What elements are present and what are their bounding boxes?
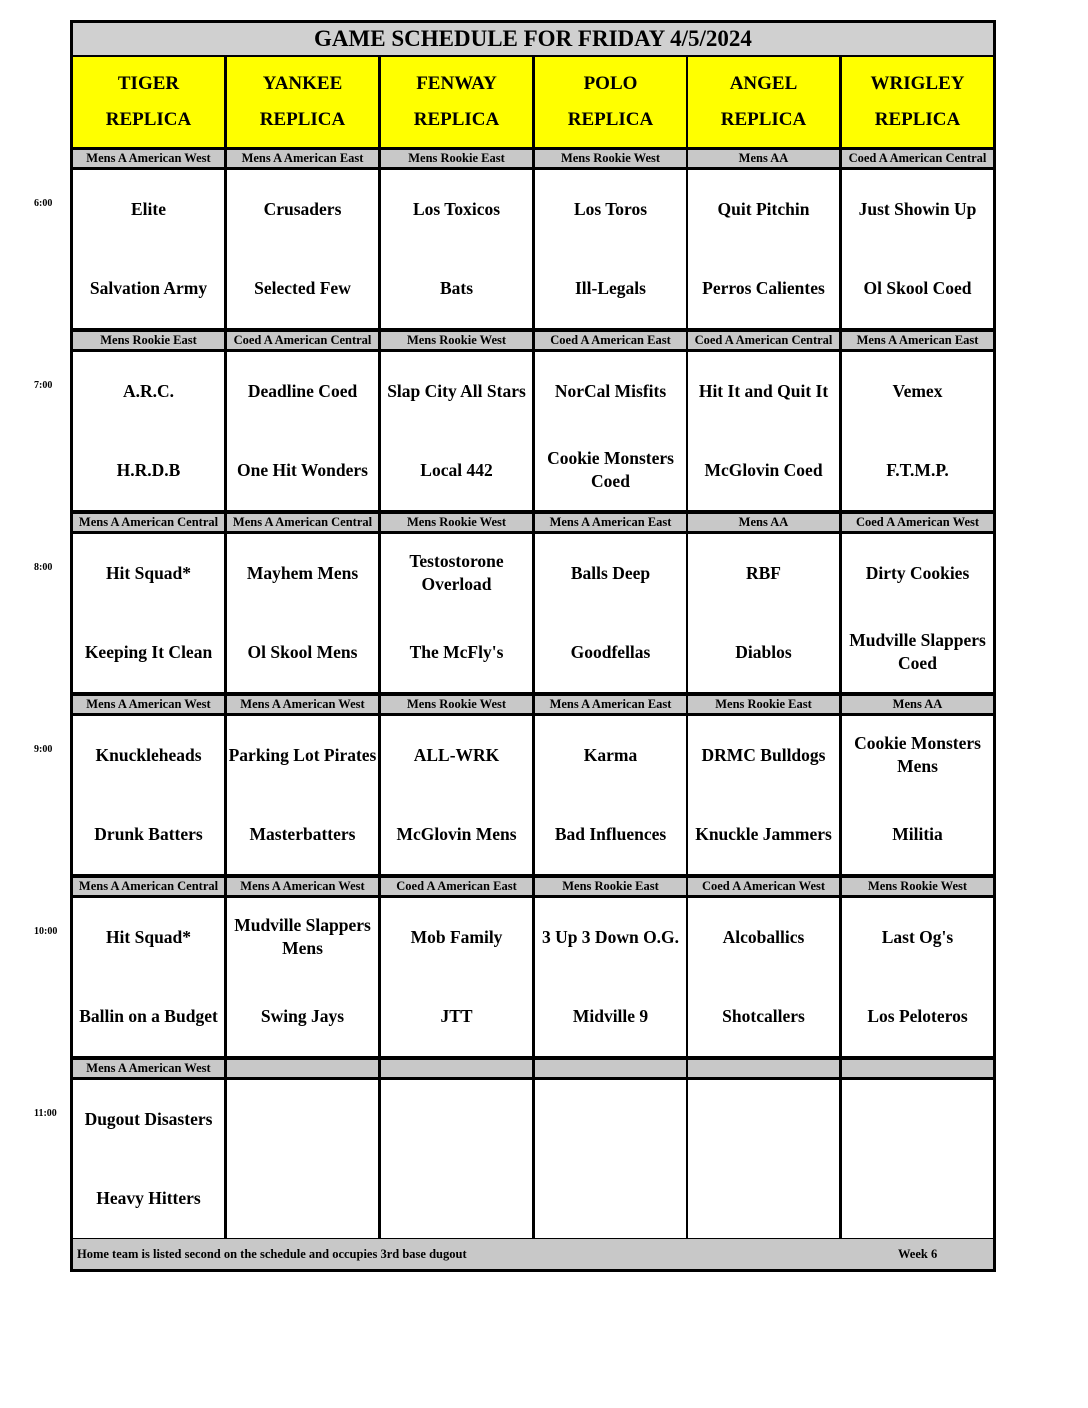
home-team: The McFly's	[409, 641, 504, 662]
home-team: One Hit Wonders	[237, 459, 368, 480]
away-team: Los Toros	[573, 198, 648, 219]
game-cell	[227, 1080, 378, 1238]
league-label: Coed A American East	[381, 878, 532, 895]
league-label: Coed A American Central	[227, 332, 378, 349]
away-team: Balls Deep	[570, 562, 651, 583]
league-label: Mens A American East	[535, 696, 686, 713]
game-cell	[688, 716, 839, 874]
game-cell	[381, 898, 532, 1056]
league-label: Coed A American Central	[842, 150, 993, 167]
league-label: Mens A American West	[227, 696, 378, 713]
league-label	[381, 1060, 532, 1077]
game-cell	[227, 716, 378, 874]
home-team: Salvation Army	[89, 277, 208, 298]
home-team: Knuckle Jammers	[695, 823, 832, 844]
home-team: Cookie Monsters Coed	[547, 448, 674, 491]
home-team: Local 442	[420, 459, 493, 480]
home-team: Los Peloteros	[867, 1005, 968, 1026]
game-cell	[842, 352, 993, 510]
game-cell	[227, 352, 378, 510]
field-type: REPLICA	[720, 109, 807, 130]
away-team: Hit Squad*	[105, 926, 192, 947]
league-label: Mens A American East	[842, 332, 993, 349]
league-label: Mens A American East	[535, 514, 686, 531]
league-label: Mens AA	[688, 514, 839, 531]
game-cell	[535, 716, 686, 874]
game-cell	[381, 534, 532, 692]
away-team: Knuckleheads	[95, 744, 202, 765]
away-team: Just Showin Up	[858, 198, 977, 219]
game-cell	[842, 716, 993, 874]
game-cell	[73, 534, 224, 692]
game-cell	[842, 898, 993, 1056]
game-cell	[688, 534, 839, 692]
away-team	[381, 1087, 532, 1151]
field-name: WRIGLEY	[870, 73, 965, 94]
field-name: TIGER	[117, 73, 180, 94]
field-header	[381, 57, 532, 147]
time-label: 10:00	[34, 926, 58, 937]
page-title: GAME SCHEDULE FOR FRIDAY 4/5/2024	[73, 23, 993, 55]
game-cell	[381, 352, 532, 510]
league-label: Mens Rookie West	[381, 696, 532, 713]
away-team: 3 Up 3 Down O.G.	[541, 926, 680, 947]
away-team: Mob Family	[410, 926, 503, 947]
game-cell	[535, 170, 686, 328]
game-cell	[842, 534, 993, 692]
game-cell	[842, 1080, 993, 1238]
home-team	[842, 1166, 993, 1230]
field-type: REPLICA	[567, 109, 654, 130]
home-team	[688, 1166, 839, 1230]
away-team: Hit Squad*	[105, 562, 192, 583]
league-label: Mens A American West	[73, 696, 224, 713]
league-label: Mens Rookie East	[73, 332, 224, 349]
away-team: A.R.C.	[122, 380, 175, 401]
league-label: Mens A American West	[73, 1060, 224, 1077]
league-label: Coed A American West	[688, 878, 839, 895]
field-name: POLO	[583, 73, 638, 94]
field-header	[688, 57, 839, 147]
game-cell	[73, 352, 224, 510]
away-team: Hit It and Quit It	[698, 380, 829, 401]
game-cell	[535, 1080, 686, 1238]
game-cell	[227, 170, 378, 328]
game-cell	[227, 898, 378, 1056]
league-label: Mens AA	[688, 150, 839, 167]
league-label	[535, 1060, 686, 1077]
field-name: FENWAY	[416, 73, 497, 94]
home-team	[535, 1166, 686, 1230]
game-cell	[842, 170, 993, 328]
away-team: Los Toxicos	[412, 198, 501, 219]
home-team: F.T.M.P.	[886, 459, 949, 480]
league-label: Mens A American Central	[73, 878, 224, 895]
field-type: REPLICA	[413, 109, 500, 130]
away-team: Mayhem Mens	[246, 562, 359, 583]
away-team: Elite	[131, 198, 166, 219]
time-label: 8:00	[34, 562, 53, 573]
time-label: 7:00	[34, 380, 53, 391]
home-team: H.R.D.B	[116, 459, 181, 480]
home-team: Perros Calientes	[702, 277, 825, 298]
league-label: Mens A American West	[227, 878, 378, 895]
schedule-sheet	[70, 20, 996, 1272]
league-label: Mens Rookie West	[381, 332, 532, 349]
league-label: Mens Rookie East	[381, 150, 532, 167]
field-name: YANKEE	[262, 73, 343, 94]
home-team: Shotcallers	[722, 1005, 805, 1026]
home-team: Selected Few	[254, 277, 351, 298]
home-team: Midville 9	[572, 1005, 649, 1026]
league-label: Coed A American Central	[688, 332, 839, 349]
away-team: Crusaders	[263, 198, 342, 219]
game-cell	[381, 716, 532, 874]
league-label: Mens A American East	[227, 150, 378, 167]
game-cell	[688, 1080, 839, 1238]
away-team	[227, 1087, 378, 1151]
away-team: Last Og's	[881, 926, 954, 947]
week-label: Week 6	[898, 1247, 938, 1261]
league-label: Mens Rookie West	[535, 150, 686, 167]
game-cell	[381, 170, 532, 328]
home-team: Ballin on a Budget	[79, 1005, 218, 1026]
away-team: Parking Lot Pirates	[228, 744, 377, 765]
time-label: 6:00	[34, 198, 53, 209]
game-cell	[73, 716, 224, 874]
home-team: Bad Influences	[554, 823, 667, 844]
league-label: Coed A American East	[535, 332, 686, 349]
home-team	[227, 1166, 378, 1230]
league-label	[227, 1060, 378, 1077]
away-team	[535, 1087, 686, 1151]
league-label: Mens Rookie East	[688, 696, 839, 713]
game-cell	[227, 534, 378, 692]
home-team: Mudville Slappers Coed	[849, 630, 986, 673]
away-team: NorCal Misfits	[554, 380, 667, 401]
away-team: Testostorone Overload	[409, 551, 504, 594]
home-team: McGlovin Coed	[704, 459, 823, 480]
home-team: Bats	[439, 277, 474, 298]
away-team: Karma	[583, 744, 638, 765]
away-team: RBF	[746, 562, 781, 583]
home-team: Ill-Legals	[575, 277, 646, 298]
game-cell	[73, 898, 224, 1056]
home-team: Militia	[892, 823, 943, 844]
away-team: Dugout Disasters	[84, 1108, 213, 1129]
field-type: REPLICA	[874, 109, 961, 130]
home-team: Drunk Batters	[94, 823, 203, 844]
league-label: Mens Rookie West	[842, 878, 993, 895]
away-team: Quit Pitchin	[717, 198, 810, 219]
game-cell	[73, 170, 224, 328]
footer-note: Home team is listed second on the schedule and occupies 3rd base dugout	[77, 1247, 467, 1261]
footer	[73, 1239, 993, 1269]
away-team	[842, 1087, 993, 1151]
game-cell	[535, 898, 686, 1056]
away-team: Deadline Coed	[247, 380, 358, 401]
home-team: JTT	[440, 1005, 473, 1026]
home-team: Ol Skool Mens	[247, 641, 358, 662]
league-label: Mens AA	[842, 696, 993, 713]
home-team: Goodfellas	[570, 641, 651, 662]
field-type: REPLICA	[259, 109, 346, 130]
away-team: Slap City All Stars	[387, 380, 526, 401]
home-team: McGlovin Mens	[396, 823, 517, 844]
home-team	[381, 1166, 532, 1230]
game-cell	[73, 1080, 224, 1238]
away-team: Alcoballics	[722, 926, 805, 947]
away-team: Dirty Cookies	[865, 562, 970, 583]
time-label: 11:00	[34, 1108, 57, 1119]
home-team: Swing Jays	[260, 1005, 345, 1026]
home-team: Heavy Hitters	[96, 1187, 201, 1208]
home-team: Masterbatters	[249, 823, 356, 844]
away-team: ALL-WRK	[413, 744, 500, 765]
field-header	[227, 57, 378, 147]
league-label: Mens A American West	[73, 150, 224, 167]
field-header	[535, 57, 686, 147]
home-team: Diablos	[735, 641, 792, 662]
game-cell	[688, 898, 839, 1056]
field-name: ANGEL	[729, 73, 798, 94]
league-label: Mens Rookie West	[381, 514, 532, 531]
league-label: Mens Rookie East	[535, 878, 686, 895]
league-label: Mens A American Central	[73, 514, 224, 531]
away-team	[688, 1087, 839, 1151]
field-header	[842, 57, 993, 147]
league-label: Mens A American Central	[227, 514, 378, 531]
away-team: DRMC Bulldogs	[701, 744, 826, 765]
away-team: Cookie Monsters Mens	[854, 733, 981, 776]
game-cell	[535, 352, 686, 510]
home-team: Ol Skool Coed	[863, 277, 972, 298]
away-team: Vemex	[892, 380, 943, 401]
game-cell	[688, 352, 839, 510]
league-label: Coed A American West	[842, 514, 993, 531]
field-type: REPLICA	[105, 109, 192, 130]
field-header	[73, 57, 224, 147]
time-label: 9:00	[34, 744, 53, 755]
league-label	[688, 1060, 839, 1077]
league-label	[842, 1060, 993, 1077]
game-cell	[535, 534, 686, 692]
game-cell	[688, 170, 839, 328]
game-cell	[381, 1080, 532, 1238]
home-team: Keeping It Clean	[84, 641, 213, 662]
away-team: Mudville Slappers Mens	[234, 915, 371, 958]
